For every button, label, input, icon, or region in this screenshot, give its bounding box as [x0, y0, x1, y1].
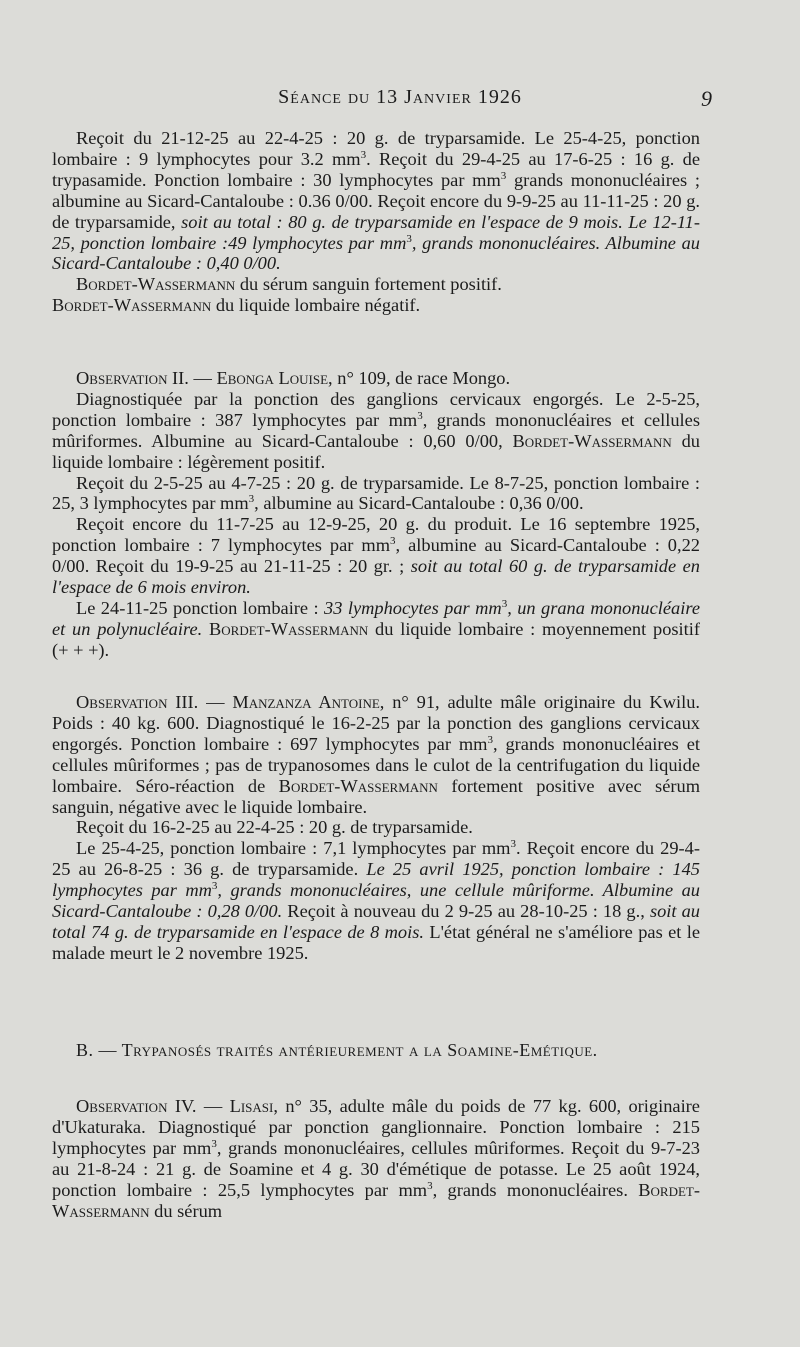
paragraph: Reçoit du 2-5-25 au 4-7-25 : 20 g. de tryparsamide. Le 8-7-25, ponction lombaire : 25, 3 lymphocytes par $mm^3$, albumine au Sicard-Cantaloube : 0,36 0/00. — [52, 472, 700, 514]
paragraph: Reçoit du 16-2-25 au 22-4-25 : 20 g. de tryparsamide. — [76, 817, 473, 838]
paragraph: Bordet-Wassermann du sérum sanguin fortement positif. — [76, 274, 502, 295]
observation-heading: Observation II. — Ebonga Louise, n° 109, de race Mongo. — [76, 368, 511, 388]
paragraph: Le 24-11-25 ponction lombaire : 33 lymphocytes par $mm^3$, un grana mononucléaire et un polynucléaire. Bordet-Wassermann du liquide lombaire : moyennement positif (+ + +). — [52, 597, 701, 660]
observation-4 — [52, 1096, 700, 1221]
paragraph: Reçoit du 21-12-25 au 22-4-25 : 20 g. de tryparsamide. Le 25-4-25, ponction lombaire : 9 lymphocytes pour 3.2 $mm^3$. Reçoit du 29-4-25 au 17-6-25 : 16 g. de trypasamide. Ponction lombaire : 30 lymphocytes par $mm^3$ grands mononucléaires ; albumine au Sicard-Cantaloube : 0.36 0/00. Reçoit encore du 9-9-25 au 11-11-25 : 20 g. de tryparsamide, soit au total : 80 g. de tryparsamide en l'espace de 9 mois. Le 12-11-25, ponction lombaire :49 lymphocytes par $mm^3$, grands mononucléaires. Albumine au Sicard-Cantaloube : 0,40 0/00. — [52, 128, 701, 274]
paragraph: Observation III. — Manzanza Antoine, n° 91, adulte mâle originaire du Kwilu. Poids : 40 kg. 600. Diagnostiqué le 16-2-25 par la ponction des ganglions cervicaux engorgés. Ponction lombaire : 697 lymphocytes par $mm^3$, grands mononucléaires et cellules mûriformes ; pas de trypanosomes dans le culot de la centrifugation du liquide lombaire. Séro-réaction de Bordet-Wassermann fortement positive avec sérum sanguin, négative avec le liquide lombaire. — [52, 692, 700, 817]
paragraph: Le 25-4-25, ponction lombaire : 7,1 lymphocytes par $mm^3$. Reçoit encore du 29-4-25 au 26-8-25 : 36 g. de tryparsamide. Le 25 avril 1925, ponction lombaire : 145 lymphocytes par $mm^3$, grands mononucléaires, une cellule mûriforme. Albumine au Sicard-Cantaloube : 0,28 0/00. Reçoit à nouveau du 2 9-25 au 28-10-25 : 18 g., soit au total 74 g. de tryparsamide en l'espace de 8 mois. L'état général ne s'améliore pas et le malade meurt le 2 novembre 1925. — [52, 838, 701, 963]
continuation-block — [52, 128, 700, 316]
paragraph: Reçoit encore du 11-7-25 au 12-9-25, 20 g. du produit. Le 16 septembre 1925, ponction lombaire : 7 lymphocytes par $mm^3$, albumine au Sicard-Cantaloube : 0,22 0/00. Reçoit du 19-9-25 au 21-11-25 : 20 gr. ; soit au total 60 g. de tryparsamide en l'espace de 6 mois environ. — [52, 514, 701, 598]
section-b-heading: B. — Trypanosés traités antérieurement a la Soamine-Emétique. — [76, 1040, 598, 1060]
paragraph: Diagnostiquée par la ponction des ganglions cervicaux engorgés. Le 2-5-25, ponction lombaire : 387 lymphocytes par $mm^3$, grands mononucléaires et cellules mûriformes. Albumine au Sicard-Cantaloube : 0,60 0/00, Bordet-Wassermann du liquide lombaire : légèrement positif. — [52, 388, 700, 472]
page-header — [0, 86, 800, 116]
paragraph: Bordet-Wassermann du liquide lombaire négatif. — [52, 295, 421, 316]
observation-2 — [52, 368, 700, 661]
observation-3 — [52, 692, 700, 964]
running-head: Séance du 13 Janvier 1926 — [278, 86, 522, 108]
paragraph: Observation IV. — Lisasi, n° 35, adulte mâle du poids de 77 kg. 600, originaire d'Ukaturaka. Diagnostiqué par ponction ganglionnaire. Ponction lombaire : 215 lymphocytes par $mm^3$, grands mononucléaires, cellules mûriformes. Reçoit du 9-7-23 au 21-8-24 : 21 g. de Soamine et 4 g. 30 d'émétique de potasse. Le 25 août 1924, ponction lombaire : 25,5 lymphocytes par $mm^3$, grands mononucléaires. Bordet-Wassermann du sérum — [52, 1096, 700, 1221]
page-number: 9 — [701, 86, 712, 111]
